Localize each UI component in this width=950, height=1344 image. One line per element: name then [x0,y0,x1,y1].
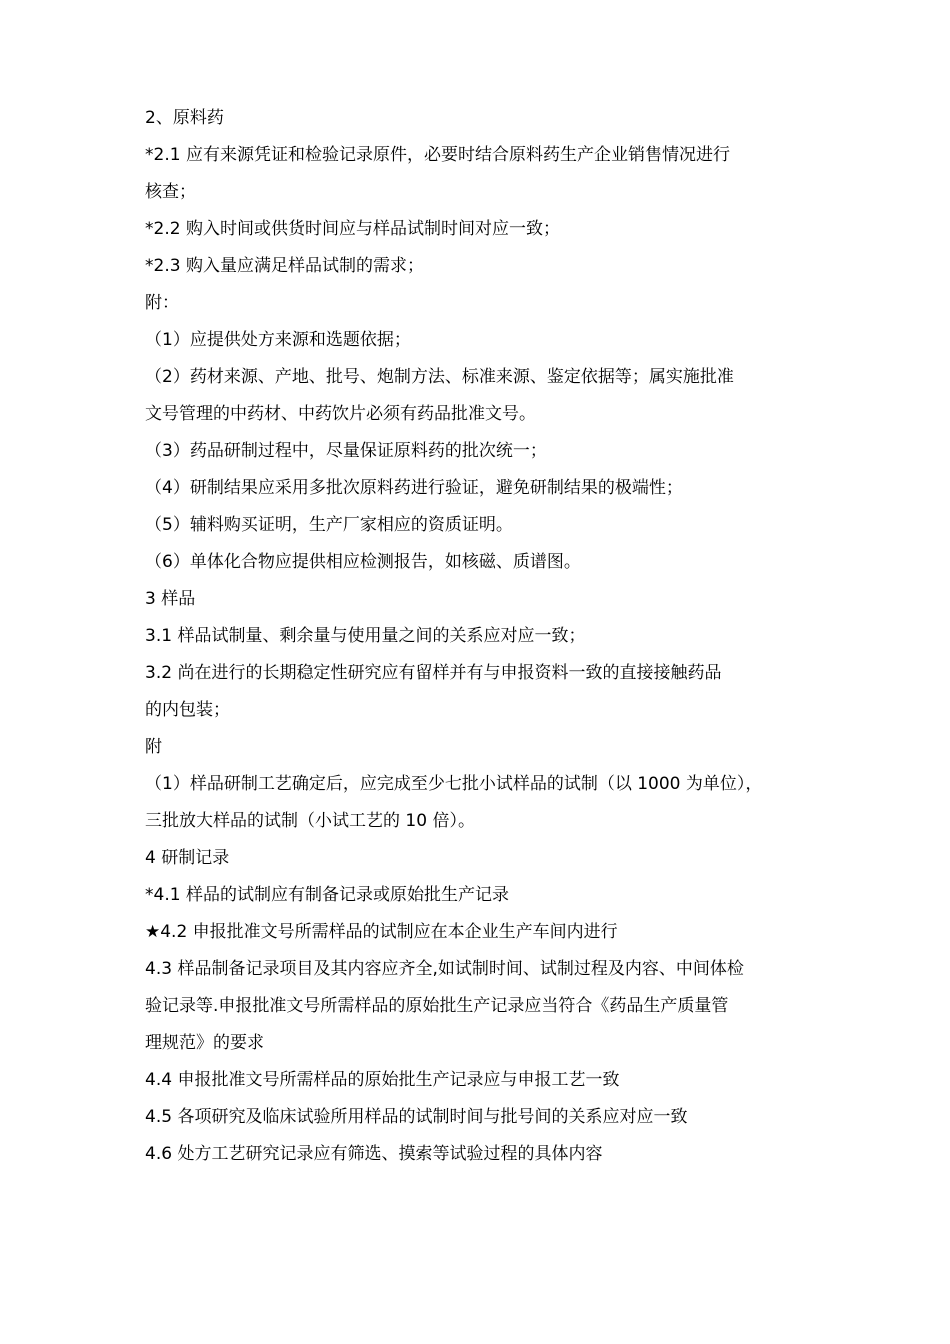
paragraph-line: （4）研制结果应采用多批次原料药进行验证，避免研制结果的极端性； [145,478,683,498]
paragraph-line: 4.4 申报批准文号所需样品的原始批生产记录应与申报工艺一致 [145,1070,620,1090]
section-heading: 4 研制记录 [145,848,230,868]
paragraph-line: （6）单体化合物应提供相应检测报告，如核磁、质谱图。 [145,552,581,572]
paragraph-line: 文号管理的中药材、中药饮片必须有药品批准文号。 [145,404,536,424]
paragraph-line: 理规范》的要求 [145,1033,264,1053]
paragraph-line: （2）药材来源、产地、批号、炮制方法、标准来源、鉴定依据等；属实施批准 [145,367,734,387]
paragraph-line: 3.1 样品试制量、剩余量与使用量之间的关系应对应一致； [145,626,586,646]
paragraph-line: （1）样品研制工艺确定后，应完成至少七批小试样品的试制（以 1000 为单位）， [145,774,763,794]
paragraph-line: 核查； [145,182,196,202]
paragraph-line: 附： [145,293,179,313]
document-body [145,100,810,1173]
paragraph-line: ★4.2 申报批准文号所需样品的试制应在本企业生产车间内进行 [145,922,618,942]
paragraph-line: 三批放大样品的试制（小试工艺的 10 倍）。 [145,811,475,831]
paragraph-line: *2.3 购入量应满足样品试制的需求； [145,256,424,276]
paragraph-line: *2.1 应有来源凭证和检验记录原件，必要时结合原料药生产企业销售情况进行 [145,145,730,165]
paragraph-line: 4.6 处方工艺研究记录应有筛选、摸索等试验过程的具体内容 [145,1144,603,1164]
paragraph-line: 4.5 各项研究及临床试验所用样品的试制时间与批号间的关系应对应一致 [145,1107,688,1127]
paragraph-line: 4.3 样品制备记录项目及其内容应齐全,如试制时间、试制过程及内容、中间体检 [145,959,744,979]
paragraph-line: （1）应提供处方来源和选题依据； [145,330,411,350]
paragraph-line: *2.2 购入时间或供货时间应与样品试制时间对应一致； [145,219,560,239]
section-heading: 3 样品 [145,589,196,609]
paragraph-line: 验记录等.申报批准文号所需样品的原始批生产记录应当符合《药品生产质量管 [145,996,729,1016]
paragraph-line: 附 [145,737,162,757]
paragraph-line: （3）药品研制过程中，尽量保证原料药的批次统一； [145,441,547,461]
section-heading: 2、原料药 [145,108,224,128]
paragraph-line: 3.2 尚在进行的长期稳定性研究应有留样并有与申报资料一致的直接接触药品 [145,663,722,683]
paragraph-line: *4.1 样品的试制应有制备记录或原始批生产记录 [145,885,509,905]
paragraph-line: 的内包装； [145,700,230,720]
paragraph-line: （5）辅料购买证明，生产厂家相应的资质证明。 [145,515,513,535]
